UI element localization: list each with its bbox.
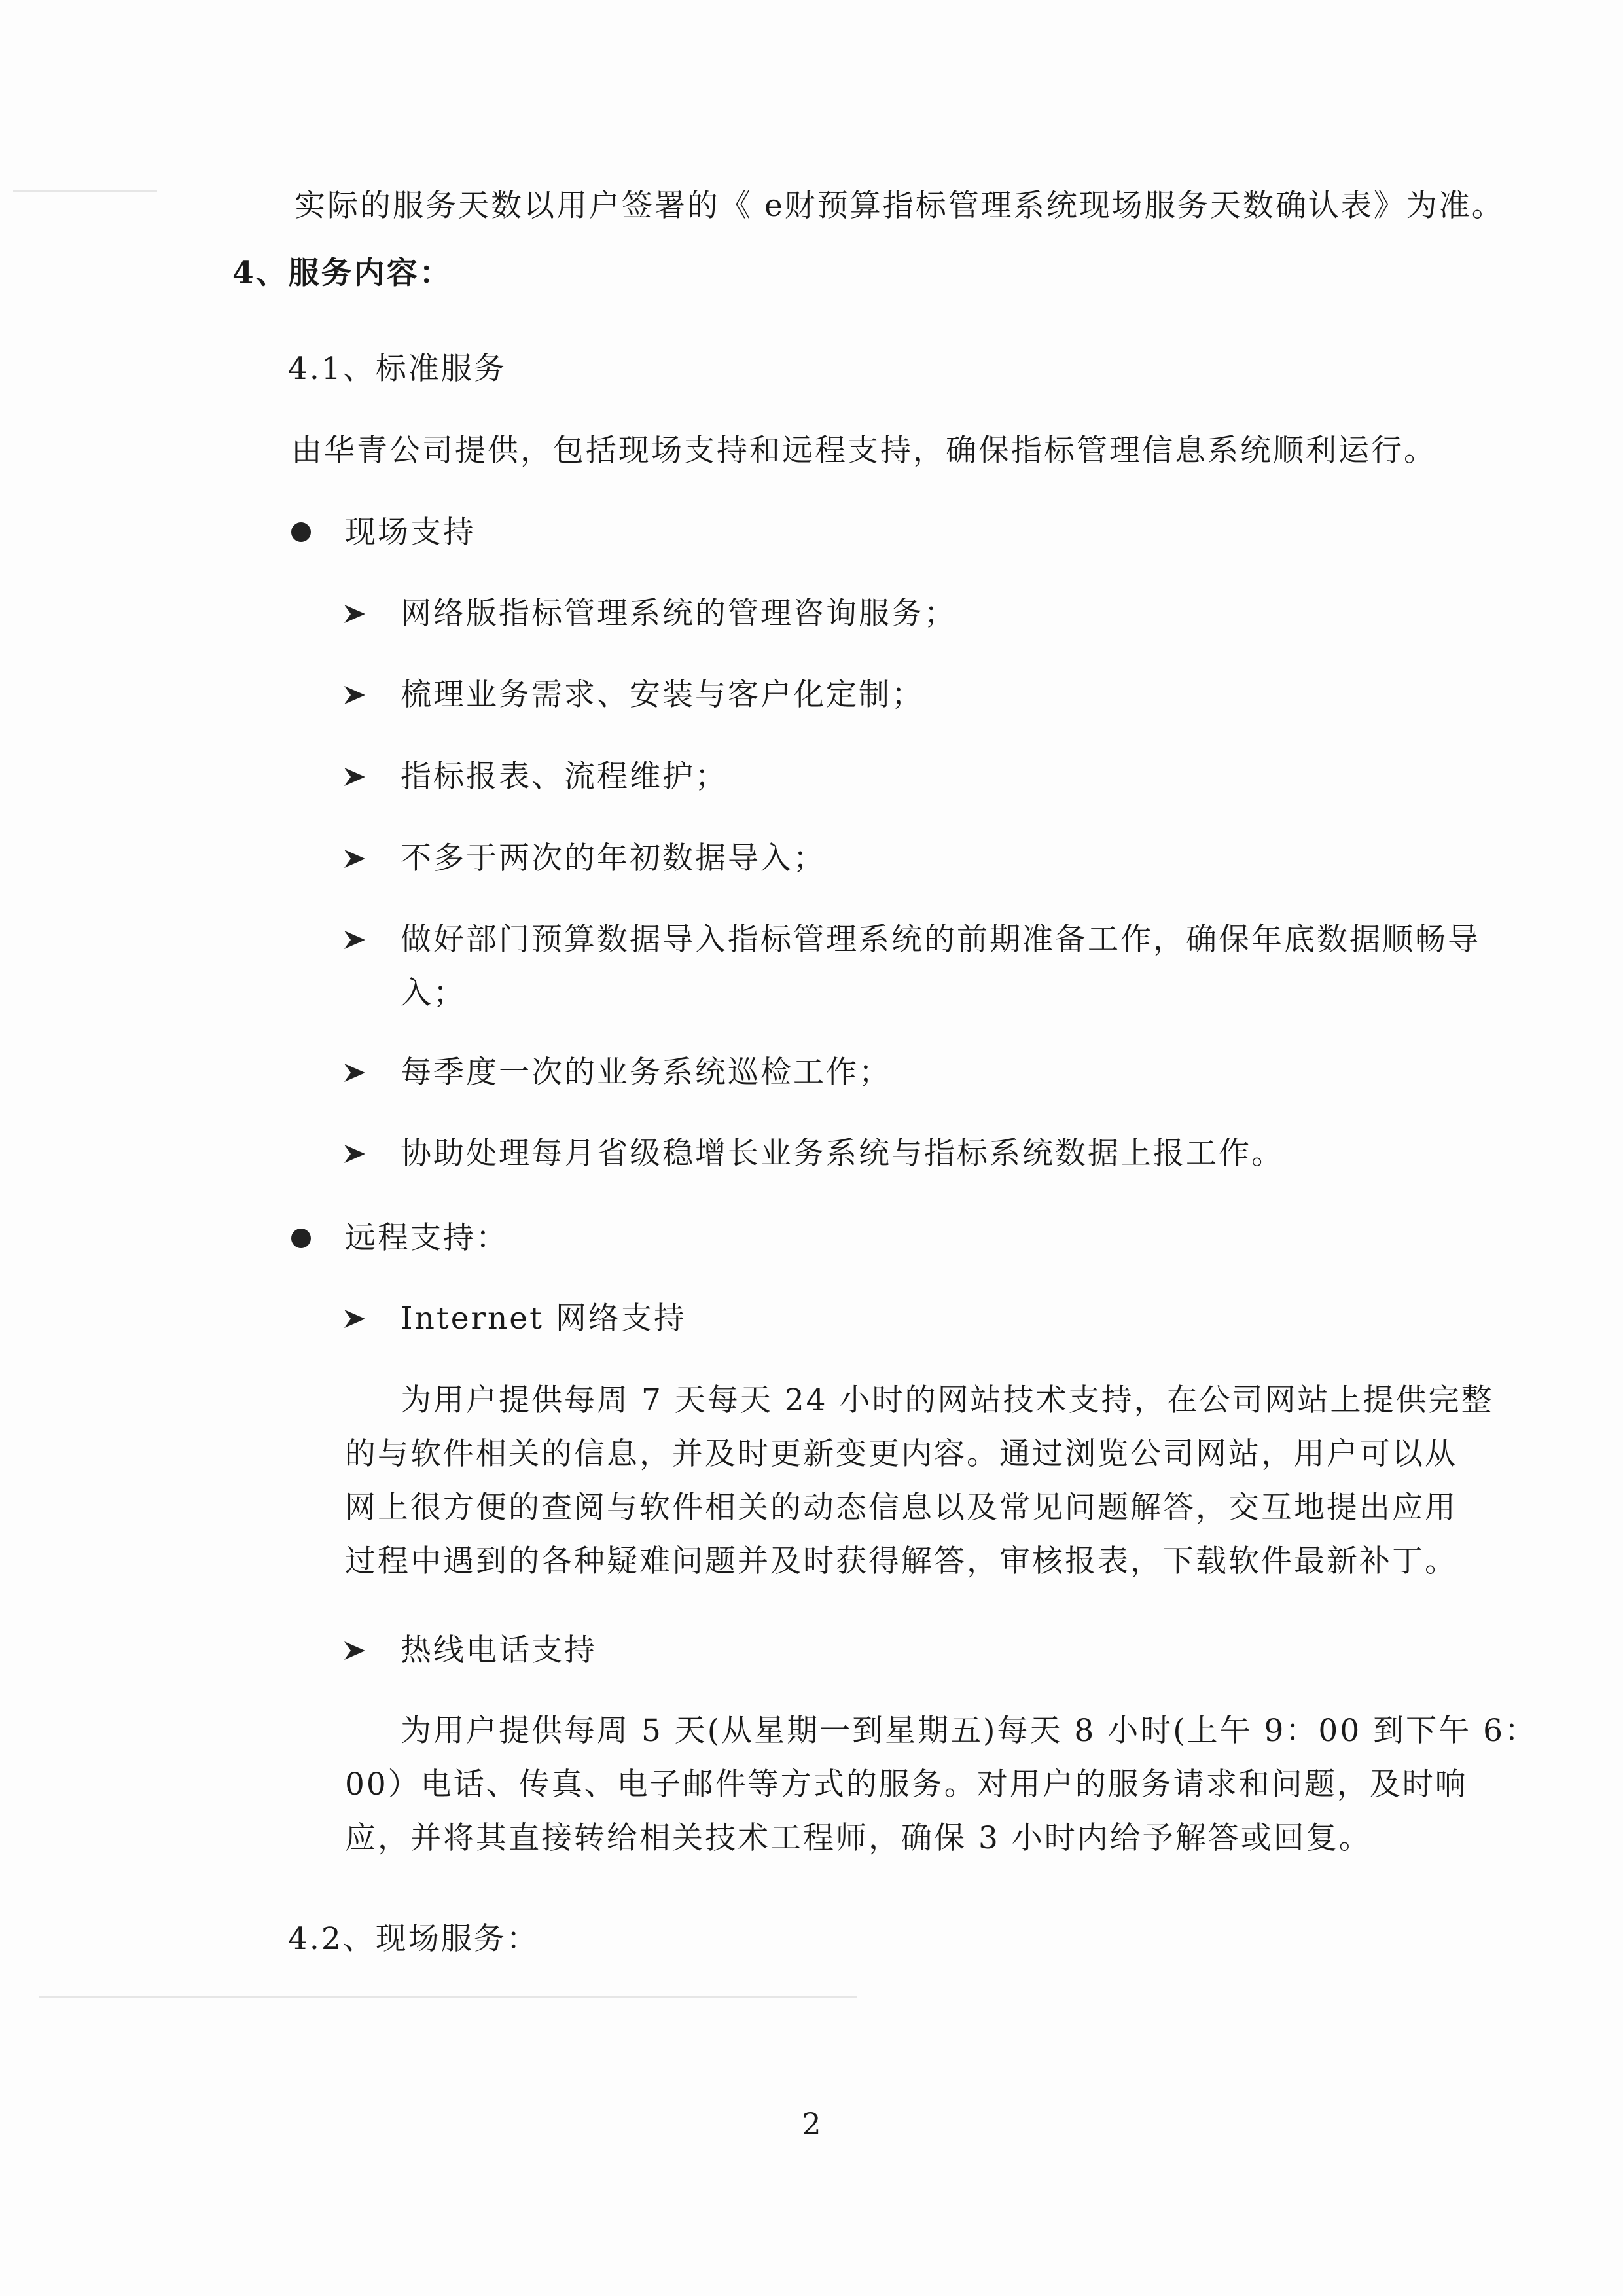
scan-artifact — [13, 190, 157, 192]
hotline-support-line: 为用户提供每周 5 天(从星期一到星期五)每天 8 小时(上午 9：00 到下午 6： — [401, 1713, 1538, 1749]
section-4-2-heading: 4.2、现场服务： — [288, 1921, 539, 1957]
onsite-item: 梳理业务需求、安装与客户化定制； — [401, 677, 924, 713]
arrow-icon — [342, 1638, 368, 1664]
arrow-icon — [342, 927, 368, 953]
internet-support-line: 的与软件相关的信息，并及时更新变更内容。通过浏览公司网站，用户可以从 — [345, 1436, 1457, 1472]
page-number: 2 — [802, 2106, 821, 2142]
onsite-item: 做好部门预算数据导入指标管理系统的前期准备工作，确保年底数据顺畅导 — [401, 922, 1480, 958]
onsite-support-title: 现场支持 — [345, 514, 476, 550]
intro-line: 实际的服务天数以用户签署的《 e财预算指标管理系统现场服务天数确认表》为准。 — [294, 188, 1505, 224]
section-4-heading: 4、服务内容： — [232, 255, 452, 291]
bullet-icon — [291, 522, 311, 542]
internet-support-line: 网上很方便的查阅与软件相关的动态信息以及常见问题解答，交互地提出应用 — [345, 1490, 1457, 1526]
section-4-1-description: 由华青公司提供，包括现场支持和远程支持，确保指标管理信息系统顺利运行。 — [291, 433, 1436, 469]
arrow-icon — [342, 1306, 368, 1332]
arrow-icon — [342, 1060, 368, 1086]
onsite-item: 网络版指标管理系统的管理咨询服务； — [401, 596, 957, 632]
bullet-icon — [291, 1229, 311, 1248]
arrow-icon — [342, 1141, 368, 1167]
remote-support-title: 远程支持： — [345, 1220, 508, 1256]
onsite-item: 指标报表、流程维护； — [401, 759, 728, 795]
arrow-icon — [342, 846, 368, 872]
arrow-icon — [342, 682, 368, 708]
scan-artifact — [39, 1996, 857, 1998]
hotline-support-title: 热线电话支持 — [401, 1632, 597, 1668]
arrow-icon — [342, 601, 368, 627]
internet-support-line: 为用户提供每周 7 天每天 24 小时的网站技术支持，在公司网站上提供完整 — [401, 1382, 1494, 1418]
section-4-1-heading: 4.1、标准服务 — [288, 351, 507, 387]
internet-support-title: Internet 网络支持 — [401, 1300, 687, 1336]
arrow-icon — [342, 764, 368, 790]
internet-support-line: 过程中遇到的各种疑难问题并及时获得解答，审核报表，下载软件最新补丁。 — [345, 1543, 1457, 1579]
onsite-item: 协助处理每月省级稳增长业务系统与指标系统数据上报工作。 — [401, 1136, 1284, 1172]
hotline-support-line: 00）电话、传真、电子邮件等方式的服务。对用户的服务请求和问题，及时响 — [345, 1767, 1468, 1803]
onsite-item-continuation: 入； — [401, 975, 466, 1011]
onsite-item: 每季度一次的业务系统巡检工作； — [401, 1054, 891, 1090]
onsite-item: 不多于两次的年初数据导入； — [401, 840, 826, 876]
hotline-support-line: 应，并将其直接转给相关技术工程师，确保 3 小时内给予解答或回复。 — [345, 1820, 1372, 1856]
